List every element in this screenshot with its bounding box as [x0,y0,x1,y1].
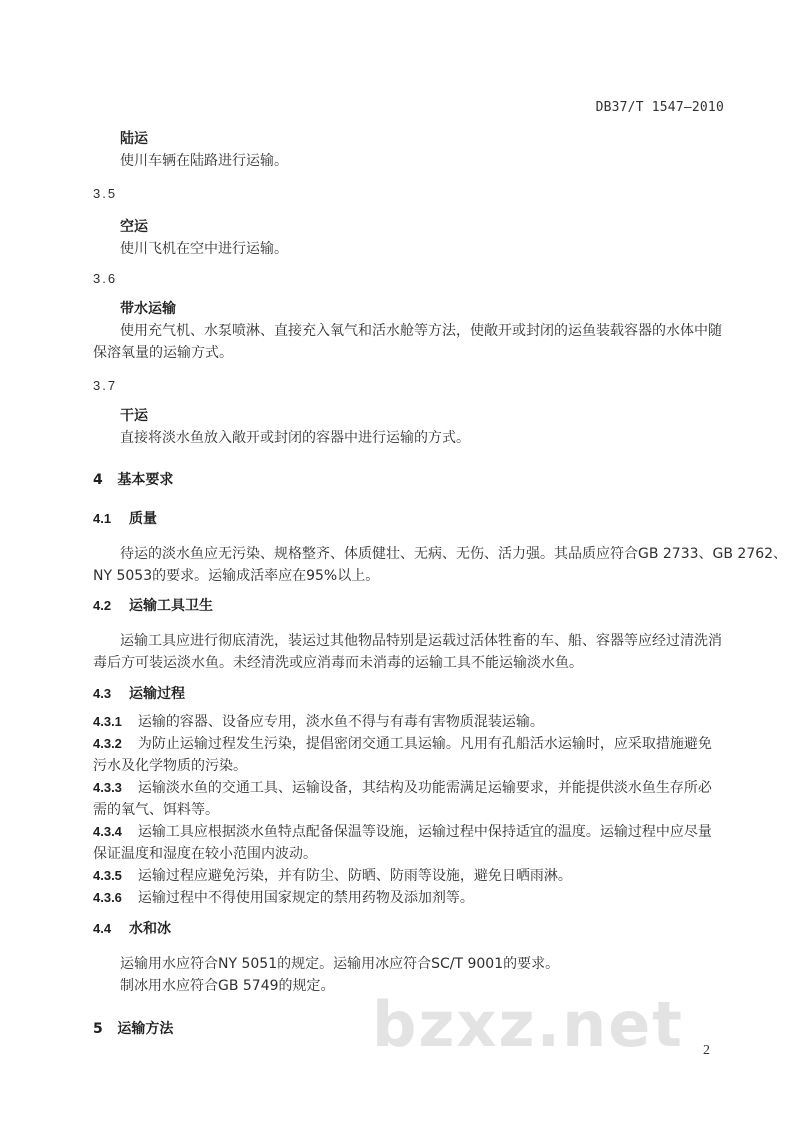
page-number: 2 [703,1043,710,1058]
subclause-number: 4.3.6 [93,890,122,905]
clause-4-1-line1: 待运的淡水鱼应无污染、规格整齐、体质健壮、无病、无伤、活力强。其品质应符合GB 2733、GB 2762、 [120,546,788,562]
subclause-text: 运输过程中不得使用国家规定的禁用药物及添加剂等。 [137,890,474,906]
subclause-4-3-5 [93,865,572,887]
subclause-4-3-2 [93,733,712,755]
clause-number-4-3: 4.3 [93,686,112,701]
watermark: bzxz.net [372,988,684,1061]
section-number-5: 5 [93,1021,103,1037]
section-title-5: 运输方法 [117,1021,174,1037]
section-number-4: 4 [93,472,103,488]
clause-number-4-2: 4.2 [93,598,112,613]
clause-number-4-4: 4.4 [93,921,112,936]
term-air-transport: 空运 [120,219,148,235]
definition-water-transport-line1: 使用充气机、水泵喷淋、直接充入氧气和活水舱等方法，使敞开或封闭的运鱼装载容器的水体中随 [120,323,722,339]
subclause-text: 运输淡水鱼的交通工具、运输设备，其结构及功能需满足运输要求，并能提供淡水鱼生存所必 [137,780,712,796]
clause-title-4-1: 质量 [129,511,157,527]
subclause-4-3-3-line2: 需的氧气、饵料等。 [93,802,219,818]
subclause-text: 为防止运输过程发生污染，提倡密闭交通工具运输。凡用有孔船活水运输时，应采取措施避免 [137,736,712,752]
clause-number-4-1: 4.1 [93,511,112,526]
clause-heading-4-2 [93,595,213,617]
clause-title-4-2: 运输工具卫生 [129,598,213,614]
clause-4-1-line2: NY 5053的要求。运输成活率应在95%以上。 [93,568,380,584]
standard-code: DB37/T 1547—2010 [595,100,724,115]
subclause-text: 运输过程应避免污染，并有防尘、防晒、防雨等设施，避免日晒雨淋。 [137,868,572,884]
section-heading-4 [93,469,173,491]
clause-number-3-5: 3.5 [93,186,118,201]
clause-heading-4-4 [93,918,171,940]
clause-4-4-line2: 制冰用水应符合GB 5749的规定。 [120,978,335,994]
definition-water-transport-line2: 保溶氧量的运输方式。 [93,345,233,361]
definition-dry-transport: 直接将淡水鱼放入敞开或封闭的容器中进行运输的方式。 [120,430,470,446]
definition-land-transport: 使川车辆在陆路进行运输。 [120,153,288,169]
term-water-transport: 带水运输 [120,301,176,317]
term-dry-transport: 干运 [120,408,148,424]
clause-heading-4-3 [93,683,185,705]
subclause-text: 运输的容器、设备应专用，淡水鱼不得与有毒有害物质混装运输。 [137,714,544,730]
subclause-4-3-4 [93,821,712,843]
clause-4-2-line2: 毒后方可装运淡水鱼。未经清洗或应消毒而未消毒的运输工具不能运输淡水鱼。 [93,655,583,671]
clause-title-4-4: 水和冰 [129,921,171,937]
clause-title-4-3: 运输过程 [129,686,185,702]
subclause-4-3-6 [93,887,474,909]
clause-number-3-7: 3.7 [93,378,118,393]
subclause-4-3-1 [93,711,544,733]
subclause-number: 4.3.4 [93,824,122,839]
subclause-number: 4.3.5 [93,868,122,883]
subclause-number: 4.3.3 [93,780,122,795]
definition-air-transport: 使川飞机在空中进行运输。 [120,241,288,257]
clause-4-4-line1: 运输用水应符合NY 5051的规定。运输用冰应符合SC/T 9001的要求。 [120,956,560,972]
subclause-number: 4.3.1 [93,714,122,729]
subclause-text: 运输工具应根据淡水鱼特点配备保温等设施，运输过程中保持适宜的温度。运输过程中应尽量 [137,824,712,840]
clause-number-3-6: 3.6 [93,271,118,286]
term-land-transport: 陆运 [120,131,148,147]
subclause-4-3-3 [93,777,712,799]
clause-4-2-line1: 运输工具应进行彻底清洗，装运过其他物品特别是运载过活体牲畜的车、船、容器等应经过清洗消 [120,633,722,649]
subclause-number: 4.3.2 [93,736,122,751]
section-title-4: 基本要求 [117,472,174,488]
subclause-4-3-4-line2: 保证温度和湿度在较小范围内波动。 [93,846,317,862]
clause-heading-4-1 [93,508,157,530]
section-heading-5 [93,1018,173,1040]
subclause-4-3-2-line2: 污水及化学物质的污染。 [93,758,247,774]
